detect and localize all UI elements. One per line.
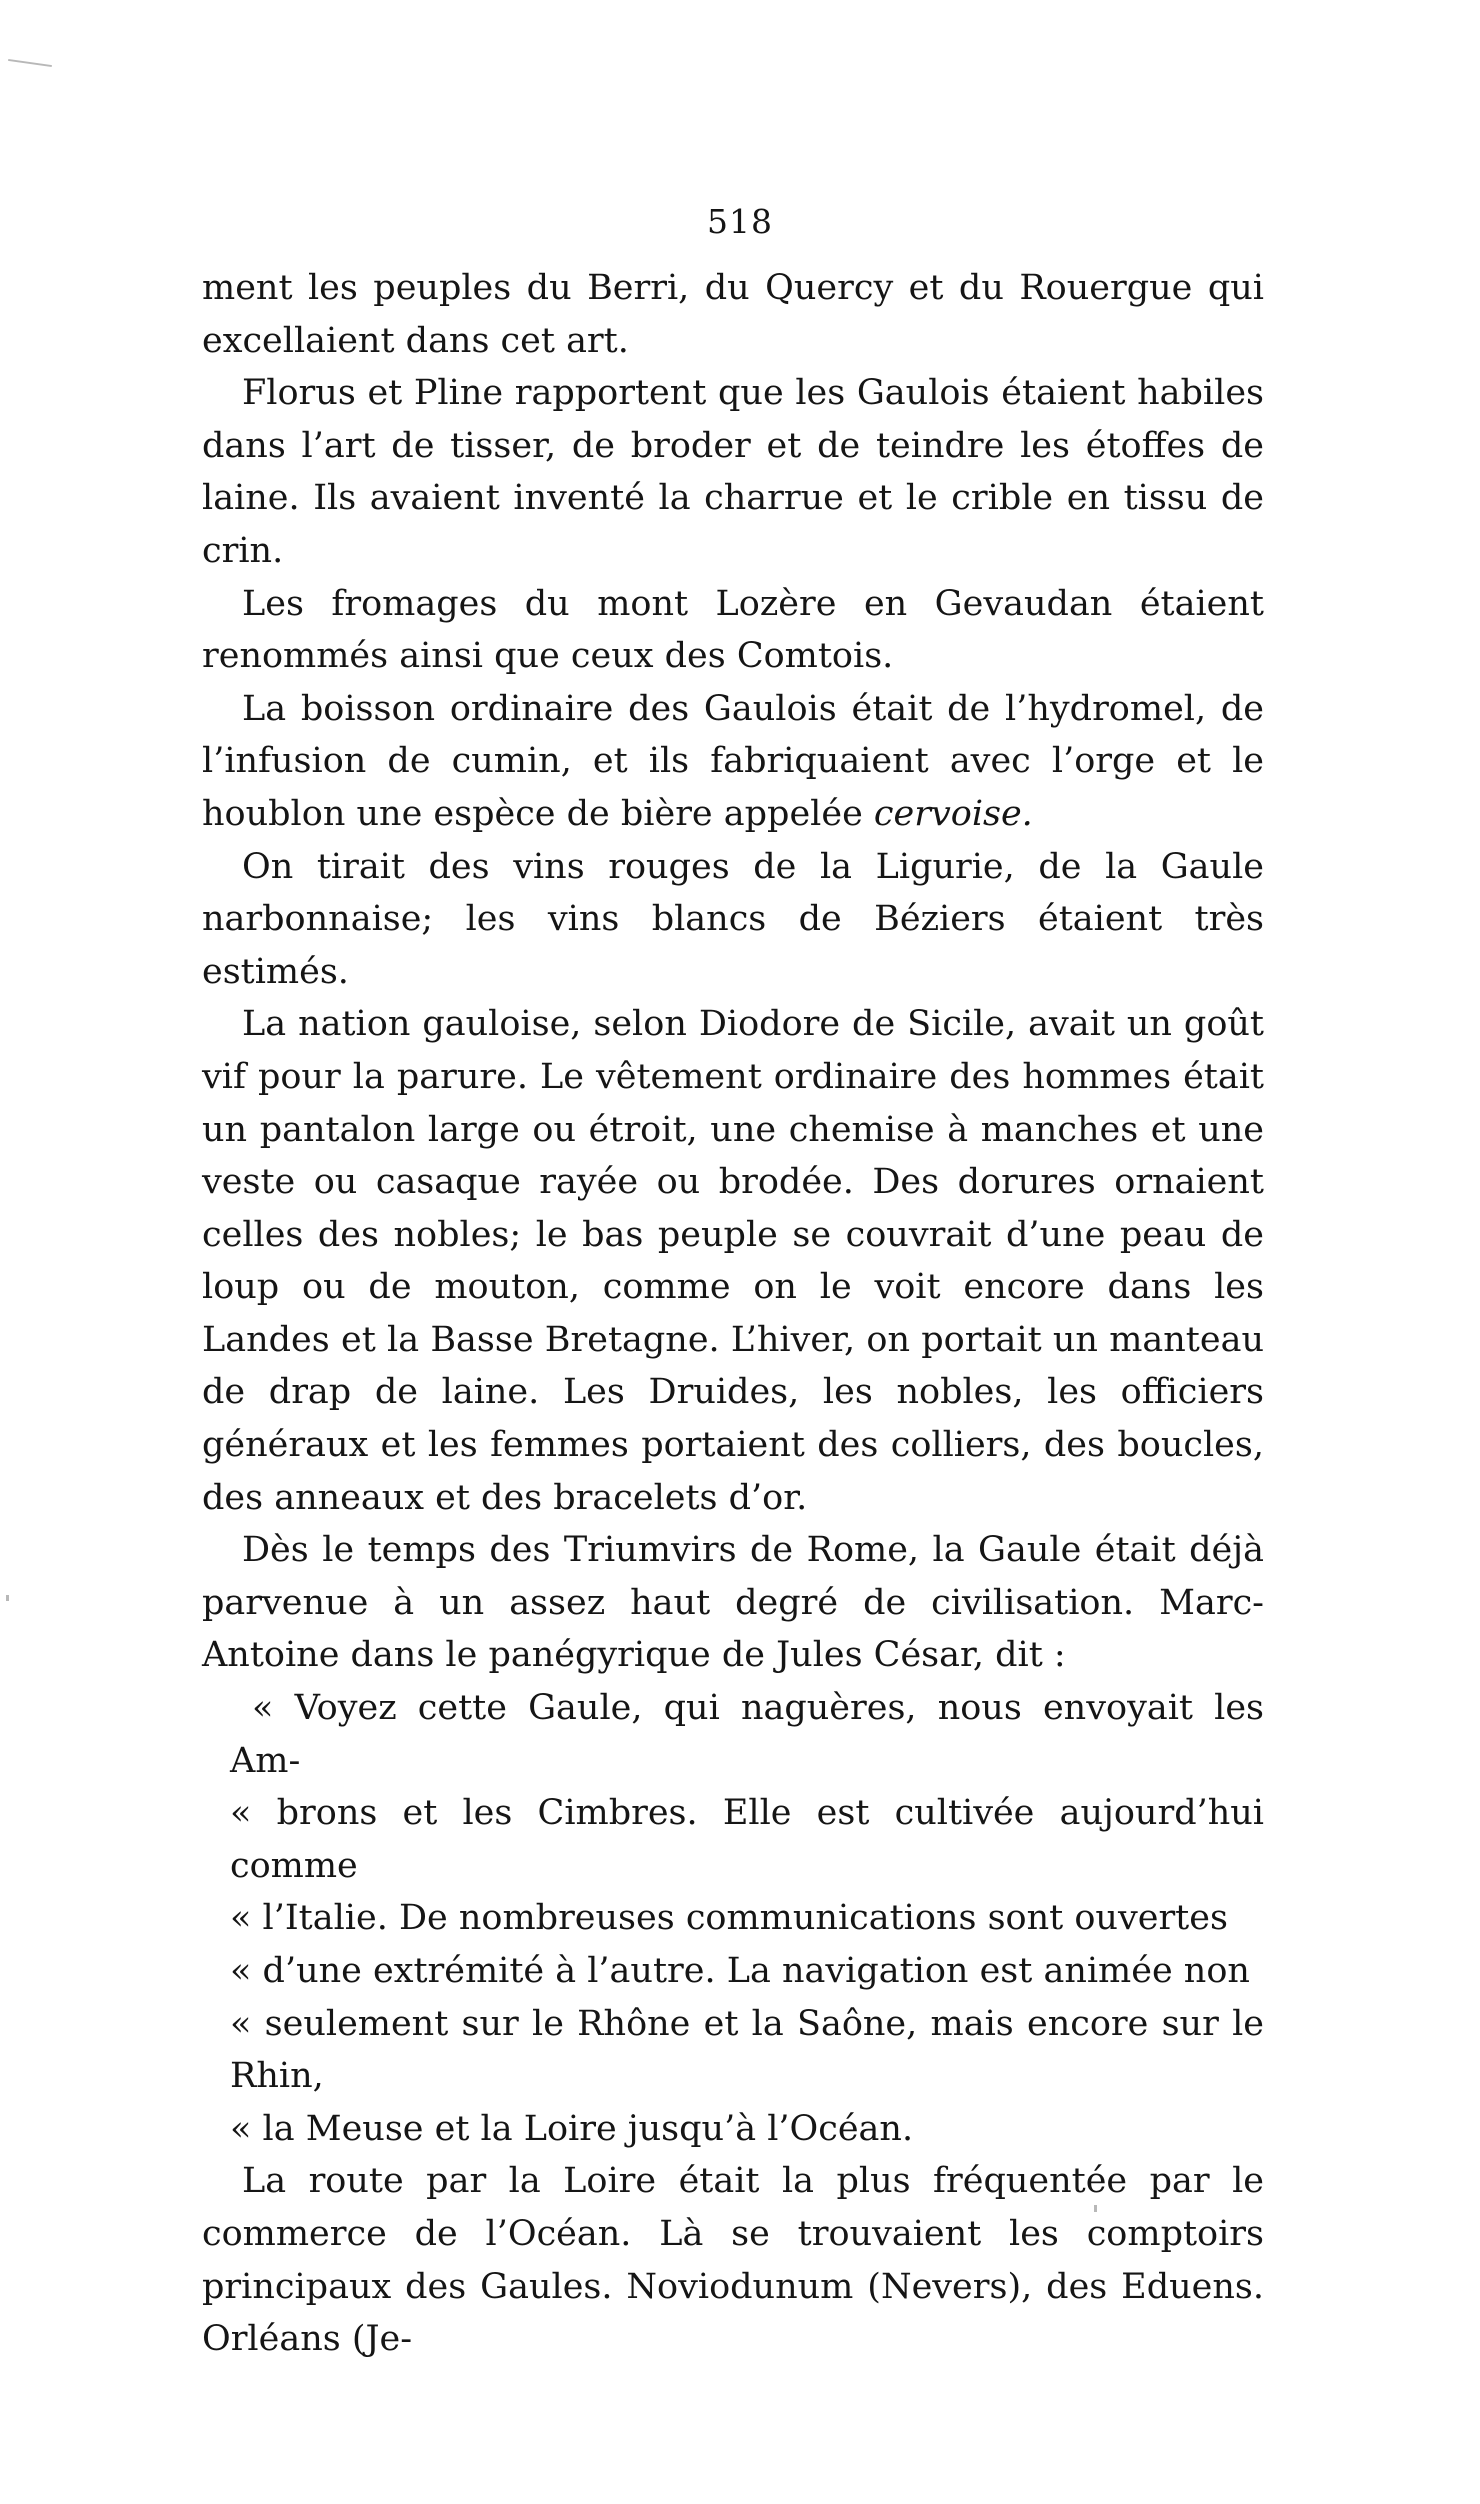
quote-line: « d’une extrémité à l’autre. La navigation est animée non bbox=[230, 1951, 1250, 1991]
scan-artifact-mark bbox=[8, 59, 52, 67]
paragraph: On tirait des vins rouges de la Ligurie, de la Gaule narbonnaise; les vins blancs de Béziers étaient très estimés. bbox=[202, 846, 1264, 992]
quote-line: « Voyez cette Gaule, qui naguères, nous envoyait les Am- bbox=[230, 1688, 1264, 1781]
paragraph: La route par la Loire était la plus fréquentée par le commerce de l’Océan. Là se trouvaient les comptoirs principaux des Gaules. Noviodunum (Nevers), des Eduens. Orléans (Je- bbox=[202, 2161, 1264, 2360]
quotation bbox=[202, 1682, 1264, 2155]
italic-term: cervoise. bbox=[873, 793, 1033, 834]
quote-line: « brons et les Cimbres. Elle est cultivée aujourd’hui comme bbox=[230, 1793, 1264, 1886]
paragraph: ment les peuples du Berri, du Quercy et du Rouergue qui excellaient dans cet art. bbox=[202, 268, 1264, 361]
paragraph bbox=[202, 683, 1264, 841]
page-number: 518 bbox=[707, 202, 773, 241]
paragraph: Les fromages du mont Lozère en Gevaudan étaient renommés ainsi que ceux des Comtois. bbox=[202, 583, 1264, 677]
scan-artifact-mark bbox=[6, 1595, 9, 1601]
quote-line: « la Meuse et la Loire jusqu’à l’Océan. bbox=[230, 2108, 914, 2149]
paragraph-text: La boisson ordinaire des Gaulois était de l’hydromel, de l’infusion de cumin, et ils fabriquaient avec l’orge et le houblon une espèce de bière appelée bbox=[202, 688, 1264, 834]
body-text bbox=[202, 262, 1264, 2366]
quote-line: « seulement sur le Rhône et la Saône, mais encore sur le Rhin, bbox=[230, 2003, 1264, 2097]
quote-line: « l’Italie. De nombreuses communications sont ouvertes bbox=[230, 1898, 1228, 1939]
paragraph: La nation gauloise, selon Diodore de Sicile, avait un goût vif pour la parure. Le vêtement ordinaire des hommes était un pantalon large ou étroit, une chemise à manches et une veste ou casaque rayée ou brodée. Des dorures ornaient celles des nobles; le bas peuple se couvrait d’une peau de loup ou de mouton, comme on le voit encore dans les Landes et la Basse Bretagne. L’hiver, on portait un manteau de drap de laine. Les Druides, les nobles, les officiers généraux et les femmes portaient des colliers, des boucles, des anneaux et des bracelets d’or. bbox=[202, 1004, 1264, 1518]
paragraph: Dès le temps des Triumvirs de Rome, la Gaule était déjà parvenue à un assez haut degré de civilisation. Marc-Antoine dans le panégyrique de Jules César, dit : bbox=[202, 1530, 1264, 1676]
paragraph: Florus et Pline rapportent que les Gaulois étaient habiles dans l’art de tisser, de broder et de teindre les étoffes de laine. Ils avaient inventé la charrue et le crible en tissu de crin. bbox=[202, 373, 1264, 571]
